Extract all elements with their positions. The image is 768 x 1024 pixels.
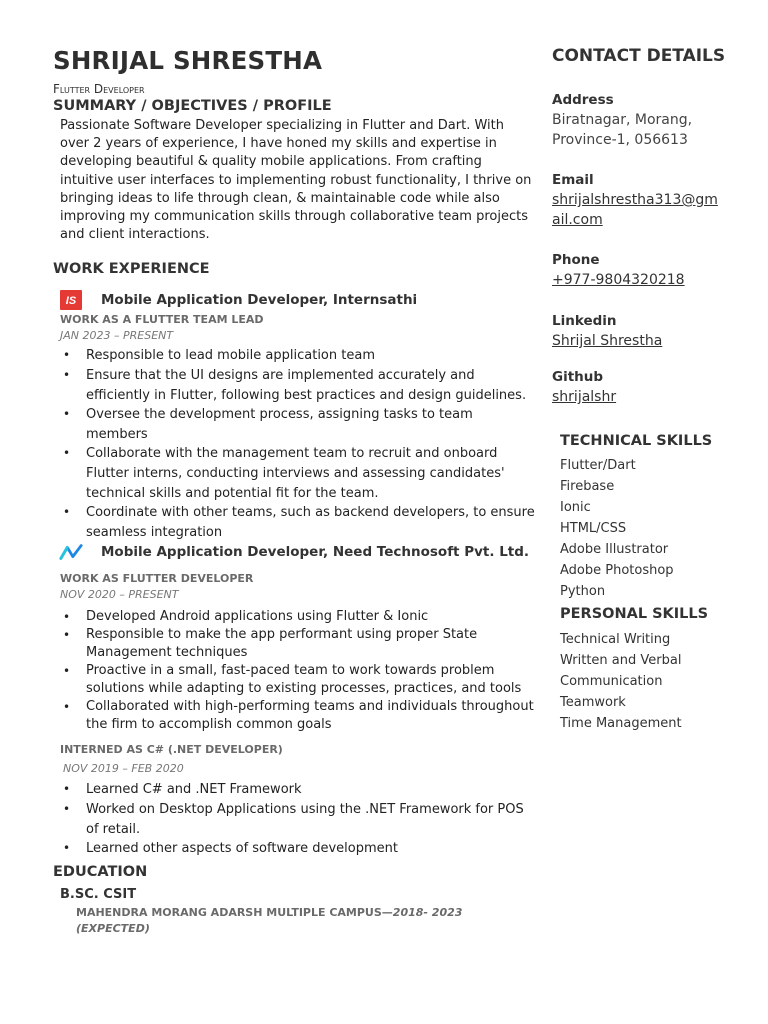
list-item: Python	[560, 584, 606, 599]
job-bullets	[60, 780, 535, 858]
candidate-role: Flutter Developer	[53, 82, 145, 96]
contact-phone	[552, 250, 752, 290]
job-entry	[53, 542, 535, 858]
job-bullets	[60, 608, 535, 734]
list-item: • Coordinate with other teams, such as backend developers, to ensure seamless integration	[60, 503, 535, 542]
list-item: • Responsible to make the app performant using proper State Management techniques	[60, 626, 535, 662]
contact-github	[552, 367, 752, 407]
list-item: • Collaborated with high-performing teams and individuals throughout the firm to accomplish common goals	[60, 698, 535, 734]
contact-linkedin-label: Linkedin	[552, 313, 617, 329]
sidebar-column	[552, 44, 752, 734]
list-item: • Learned C# and .NET Framework	[60, 780, 535, 800]
contact-address-label: Address	[552, 92, 614, 108]
education-years: 2018- 2023 (EXPECTED)	[76, 905, 463, 935]
personal-skills-list	[560, 629, 710, 734]
contact-linkedin	[552, 311, 752, 351]
contact-title: CONTACT DETAILS	[552, 46, 726, 66]
list-item: • Collaborate with the management team to recruit and onboard Flutter interns, conducting interviews and assessing candidates' technical skills and potential fit for the team.	[60, 444, 535, 503]
internsathi-logo-text: IS	[65, 295, 77, 308]
list-item: Technical Writing	[560, 632, 671, 647]
list-item: Flutter/Dart	[560, 458, 636, 473]
email-link[interactable]: shrijalshrestha313@gmail.com	[552, 192, 718, 228]
contact-phone-label: Phone	[552, 252, 600, 268]
list-item: • Ensure that the UI designs are implemented accurately and efficiently in Flutter, following best practices and design guidelines.	[60, 366, 535, 405]
need-technosoft-logo-icon	[59, 542, 83, 562]
education-title: EDUCATION	[53, 863, 148, 880]
personal-skills-title: PERSONAL SKILLS	[560, 606, 709, 622]
list-item: HTML/CSS	[560, 521, 627, 536]
summary-section	[53, 96, 535, 244]
list-item: Adobe Illustrator	[560, 542, 669, 557]
job-entry	[53, 290, 535, 542]
job-date: NOV 2020 – PRESENT	[60, 588, 179, 602]
list-item: • Proactive in a small, fast-paced team to work towards problem solutions while adapting to existing processes, practices, and tools	[60, 662, 535, 698]
list-item: Firebase	[560, 479, 615, 494]
job-date: NOV 2019 – FEB 2020	[63, 762, 184, 776]
job-header	[53, 290, 535, 310]
candidate-name: SHRIJAL SHRESTHA	[53, 46, 323, 75]
work-experience-title: WORK EXPERIENCE	[53, 261, 210, 278]
list-item: • Learned other aspects of software development	[60, 839, 535, 859]
list-item: Adobe Photoshop	[560, 563, 674, 578]
technical-skills-title: TECHNICAL SKILLS	[560, 433, 713, 449]
linkedin-link[interactable]: Shrijal Shrestha	[552, 333, 663, 349]
main-column	[53, 44, 535, 937]
list-item: Teamwork	[560, 695, 626, 710]
contact-email	[552, 170, 752, 230]
education-school-name: MAHENDRA MORANG ADARSH MULTIPLE CAMPUS—	[76, 905, 393, 919]
contact-email-label: Email	[552, 172, 594, 188]
job-subtitle: WORK AS A FLUTTER TEAM LEAD	[60, 313, 264, 327]
list-item: • Oversee the development process, assigning tasks to team members	[60, 405, 535, 444]
education-degree: B.SC. CSIT	[60, 886, 137, 902]
job-date: JAN 2023 – PRESENT	[60, 329, 174, 343]
contact-github-label: Github	[552, 369, 604, 385]
education-section	[53, 862, 535, 937]
work-experience-section	[53, 259, 535, 858]
list-item: • Worked on Desktop Applications using the .NET Framework for POS of retail.	[60, 800, 535, 839]
list-item: Written and Verbal Communication	[560, 653, 682, 689]
education-school	[76, 905, 535, 937]
job-title: Mobile Application Developer, Internsathi	[101, 292, 418, 309]
summary-title: SUMMARY / OBJECTIVES / PROFILE	[53, 98, 332, 114]
phone-link[interactable]: +977-9804320218	[552, 272, 685, 288]
job-bullets	[60, 346, 535, 542]
technical-skills-list	[560, 455, 752, 602]
job-title: Mobile Application Developer, Need Technosoft Pvt. Ltd.	[101, 544, 530, 561]
list-item: • Responsible to lead mobile application team	[60, 346, 535, 366]
list-item: Ionic	[560, 500, 591, 515]
list-item: Time Management	[560, 716, 682, 731]
personal-skills-section	[552, 604, 752, 734]
internsathi-logo-icon	[59, 290, 83, 310]
contact-address-value: Biratnagar, Morang, Province-1, 056613	[552, 112, 693, 148]
technical-skills-section	[552, 431, 752, 602]
job-subtitle: INTERNED AS C# (.NET DEVELOPER)	[60, 743, 283, 757]
contact-address	[552, 90, 752, 150]
list-item: • Developed Android applications using Flutter & Ionic	[60, 608, 535, 626]
job-subtitle: WORK AS FLUTTER DEVELOPER	[60, 572, 254, 586]
job-header	[53, 542, 535, 562]
github-link[interactable]: shrijalshr	[552, 389, 617, 405]
summary-text: Passionate Software Developer specializing in Flutter and Dart. With over 2 years of experience, I have honed my skills and expertise in developing beautiful & quality mobile applications. From crafting intuitive user interfaces to implementing robust functionality, I thrive on bringing ideas to life through clean, & maintainable code while also improving my communication skills through collaborative team projects and client interactions.	[60, 118, 532, 243]
